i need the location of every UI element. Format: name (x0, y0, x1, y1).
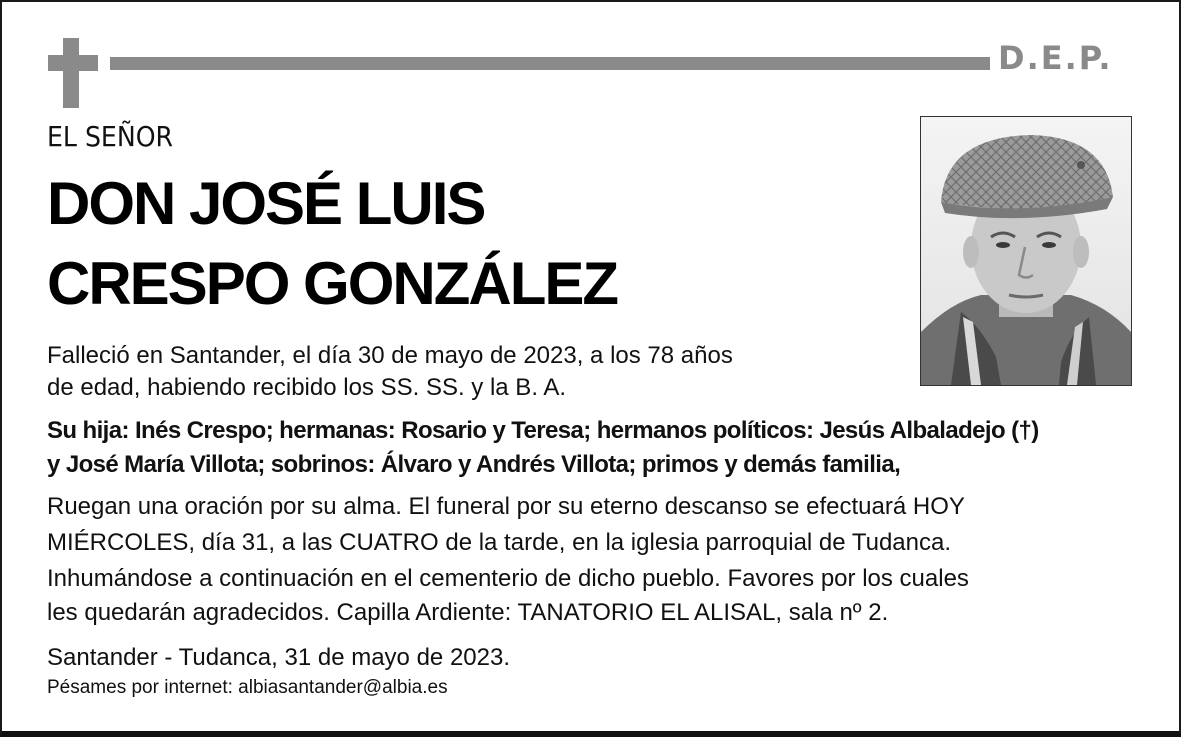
funeral-request-line4: les quedarán agradecidos. Capilla Ardiente: TANATORIO EL ALISAL, sala nº 2. (47, 599, 889, 626)
family-line2: y José María Villota; sobrinos: Álvaro y Andrés Villota; primos y demás familia, (47, 451, 901, 478)
cross-icon (63, 38, 79, 108)
funeral-request-line2: MIÉRCOLES, día 31, a las CUATRO de la tarde, en la iglesia parroquial de Tudanca. (47, 529, 952, 556)
funeral-request-line3: Inhumándose a continuación en el cementerio de dicho pueblo. Favores por los cuales (47, 565, 969, 592)
deceased-name-line2: CRESPO GONZÁLEZ (47, 250, 618, 317)
death-details-line1: Falleció en Santander, el día 30 de mayo de 2023, a los 78 años (47, 342, 733, 369)
deceased-name-line1: DON JOSÉ LUIS (47, 170, 485, 237)
portrait-photo (920, 116, 1132, 386)
death-details-line2: de edad, habiendo recibido los SS. SS. y la B. A. (47, 374, 566, 401)
condolences-email: Pésames por internet: albiasantander@albia.es (47, 677, 448, 698)
header-rule (110, 57, 990, 70)
place-date: Santander - Tudanca, 31 de mayo de 2023. (47, 644, 510, 671)
cross-icon-bar (48, 55, 98, 71)
family-line1: Su hija: Inés Crespo; hermanas: Rosario y Teresa; hermanos políticos: Jesús Albaladejo (†) (47, 417, 1039, 444)
honorific: EL SEÑOR (47, 120, 174, 153)
funeral-request-line1: Ruegan una oración por su alma. El funeral por su eterno descanso se efectuará HOY (47, 493, 965, 520)
dep-label: D.E.P. (998, 39, 1113, 77)
